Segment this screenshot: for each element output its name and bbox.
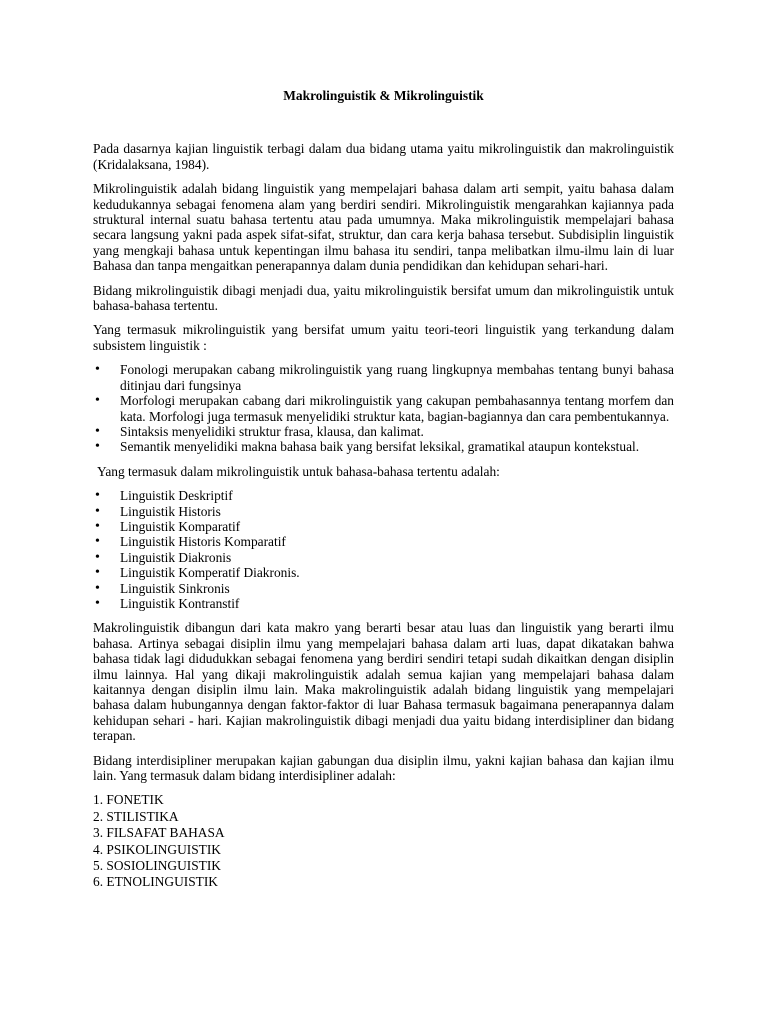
list-item: • Linguistik Komperatif Diakronis.	[93, 565, 674, 580]
list-item: 1. FONETIK	[93, 792, 164, 808]
list-item: • Linguistik Historis Komparatif	[93, 534, 674, 549]
list-item: • Semantik menyelidiki makna bahasa baik yang bersifat leksikal, gramatikal ataupun kontekstual.	[93, 439, 674, 454]
paragraph-interdisipliner-lead: Bidang interdisipliner merupakan kajian gabungan dua disiplin ilmu, yakni kajian bahasa dan kajian ilmu lain. Yang termasuk dalam bidang interdisipliner adalah:	[93, 752, 674, 784]
paragraph-mikrolinguistik-division: Bidang mikrolinguistik dibagi menjadi dua, yaitu mikrolinguistik bersifat umum dan mikrolinguistik untuk bahasa-bahasa tertentu.	[93, 282, 674, 314]
document-page	[93, 88, 674, 891]
document-title: Makrolinguistik & Mikrolinguistik	[283, 88, 484, 103]
list-item: 6. ETNOLINGUISTIK	[93, 874, 218, 890]
list-item: 3. FILSAFAT BAHASA	[93, 825, 225, 841]
list-item: • Linguistik Komparatif	[93, 519, 674, 534]
list-item: • Sintaksis menyelidiki struktur frasa, klausa, dan kalimat.	[93, 424, 674, 439]
list-item: • Linguistik Diakronis	[93, 550, 674, 565]
paragraph-intro: Pada dasarnya kajian linguistik terbagi dalam dua bidang utama yaitu mikrolinguistik dan makrolinguistik (Kridalaksana, 1984).	[93, 141, 674, 172]
list-item: • Linguistik Kontranstif	[93, 596, 674, 611]
paragraph-subsistem-lead: Yang termasuk mikrolinguistik yang bersifat umum yaitu teori-teori linguistik yang terkandung dalam subsistem linguistik :	[93, 322, 674, 353]
interdisipliner-numbered-list	[93, 792, 674, 890]
list-item: • Morfologi merupakan cabang dari mikrolinguistik yang cakupan pembahasannya tentang morfem dan kata. Morfologi juga termasuk menyelidiki struktur kata, bagian-bagiannya dan cara pembentukannya.	[93, 393, 674, 424]
subsistem-bullet-list	[93, 362, 674, 454]
list-item: 5. SOSIOLINGUISTIK	[93, 858, 221, 874]
list-item: • Linguistik Sinkronis	[93, 581, 674, 596]
list-item: 2. STILISTIKA	[93, 808, 179, 824]
paragraph-makrolinguistik-definition: Makrolinguistik dibangun dari kata makro yang berarti besar atau luas dan linguistik yang berarti ilmu bahasa. Artinya sebagai disiplin ilmu yang mempelajari bahasa dalam arti luas, dapat dikatakan bahwa bahasa tidak lagi didudukkan sebagai fenomena yang berdiri sendiri tetapi sudah dikaitkan dengan disiplin ilmu lainnya. Hal yang dikaji makrolinguistik adalah semua kajian yang mempelajari bahasa dalam kaitannya dengan disiplin ilmu lain. Maka makrolinguistik adalah bidang linguistik yang mempelajari bahasa dalam hubungannya dengan faktor-faktor di luar Bahasa termasuk bagaimana penerapannya dalam kehidupan sehari - hari. Kajian makrolinguistik dibagi menjadi dua yaitu bidang interdisipliner dan bidang terapan.	[93, 620, 674, 744]
list-item: • Linguistik Deskriptif	[93, 488, 674, 503]
paragraph-mikrolinguistik-definition: Mikrolinguistik adalah bidang linguistik yang mempelajari bahasa dalam arti sempit, yaitu bahasa dalam kedudukannya sebagai fenomena alam yang berdiri sendiri. Mikrolinguistik mengarahkan kajiannya pada struktural internal suatu bahasa tertentu atau pada umumnya. Maka mikrolinguistik mempelajari bahasa secara langsung yakni pada aspek sifat-sifat, struktur, dan cara kerja bahasa tersebut. Subdisiplin linguistik yang mengkaji bahasa untuk kepentingan ilmu bahasa itu sendiri, tanpa melibatkan ilmu-ilmu lain di luar Bahasa dan tanpa mengaitkan penerapannya dalam dunia pendidikan dan kehidupan sehari-hari.	[93, 181, 674, 274]
tertentu-bullet-list	[93, 488, 674, 611]
list-item: • Fonologi merupakan cabang mikrolinguistik yang ruang lingkupnya membahas tentang bunyi bahasa ditinjau dari fungsinya	[93, 362, 674, 393]
list-item: • Linguistik Historis	[93, 504, 674, 519]
list-item: 4. PSIKOLINGUISTIK	[93, 841, 221, 857]
paragraph-tertentu-lead: Yang termasuk dalam mikrolinguistik untuk bahasa-bahasa tertentu adalah:	[97, 463, 500, 479]
